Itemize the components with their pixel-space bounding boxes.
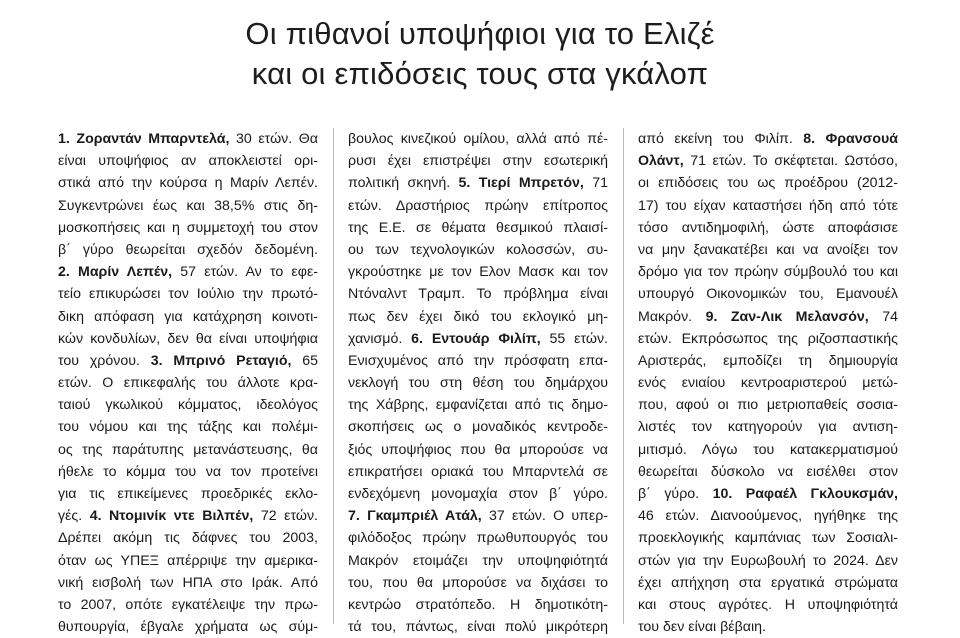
text-column-3 xyxy=(638,128,898,636)
text-run: Συγκεντρώνει έως και 38,5% στις δη- xyxy=(58,197,318,214)
text-run: επικρατήσει οριακά του Μπαρντελά σε xyxy=(348,463,608,480)
text-run: ετών. Εκπρόσωπος της ριζοσπαστικής xyxy=(638,330,898,347)
text-run: μοσκοπήσεις και η συμμετοχή του στον xyxy=(58,219,318,236)
text-line xyxy=(348,550,608,572)
text-line xyxy=(638,572,898,594)
candidate-name: 3. Μπρινό Ρεταγιό, xyxy=(150,352,292,369)
text-run: τείο επικυρώσει τον Ιούλιο την πρωτό- xyxy=(58,286,318,303)
text-line xyxy=(638,416,898,438)
text-run: 57 ετών. Αν το εφε- xyxy=(172,264,318,281)
text-run: χανισμό. xyxy=(348,330,412,347)
text-run: Ντόναλντ Τραμπ. Το πρόβλημα είναι xyxy=(348,286,608,303)
text-line xyxy=(58,195,318,217)
text-run: έχει απήχηση στα εργατικά στρώματα xyxy=(638,574,898,591)
text-line xyxy=(58,394,318,416)
candidate-name: 10. Ραφαέλ Γκλουκσμάν, xyxy=(712,486,898,502)
headline-line-1: Οι πιθανοί υποψήφιοι για το Ελιζέ xyxy=(245,16,715,51)
text-run: Δρέπει ακόμη τις δάφνες του 2003, xyxy=(58,530,318,547)
text-line xyxy=(348,572,608,594)
text-line xyxy=(348,261,608,283)
candidate-name: Ολάντ, xyxy=(638,153,684,170)
text-line xyxy=(348,505,608,527)
text-line xyxy=(638,350,898,372)
text-run: 46 ετών. Διανοούμενος, ηγήθηκε της xyxy=(638,508,898,525)
text-run: του χρόνου. xyxy=(58,352,151,369)
text-line xyxy=(58,328,318,350)
text-line xyxy=(58,461,318,483)
text-line xyxy=(348,195,608,217)
candidate-name: 2. Μαρίν Λεπέν, xyxy=(58,264,173,281)
text-line xyxy=(348,150,608,172)
text-line xyxy=(638,483,898,505)
text-run: από εκείνη του Φιλίπ. xyxy=(638,131,804,147)
text-run: 71 ετών. Το σκέφτεται. Ωστόσο, xyxy=(683,153,898,170)
text-run: 71 xyxy=(583,175,608,192)
text-line xyxy=(58,372,318,394)
text-line xyxy=(348,372,608,394)
column-divider xyxy=(623,128,624,624)
text-run: του, που θα μπορούσε να διχάσει το xyxy=(348,574,608,591)
text-line xyxy=(348,350,608,372)
text-run: της Χάβρης, εμφανίζεται από τις δημο- xyxy=(348,397,608,414)
text-run: για τις επικείμενες προεδρικές εκλο- xyxy=(58,486,318,502)
text-line xyxy=(638,195,898,217)
text-run: της Ε.Ε. σε θέματα θεσμικού πλαισί- xyxy=(348,219,608,236)
headline xyxy=(0,14,960,94)
text-run: 65 xyxy=(291,352,318,369)
text-run: φιλόδοξος πρώην πρωθυπουργός του xyxy=(348,530,608,547)
candidate-name: 8. Φρανσουά xyxy=(803,131,898,147)
text-run: και στους αγρότες. Η υποψηφιότητά xyxy=(638,596,898,613)
text-line xyxy=(58,439,318,461)
text-line xyxy=(58,572,318,594)
text-run: ήθελε το κόμμα του να τον προτείνει xyxy=(58,463,318,480)
text-line xyxy=(348,328,608,350)
text-run: Μακρόν. xyxy=(638,308,706,325)
candidate-name: 5. Τιερί Μπρετόν, xyxy=(458,175,584,192)
text-run: 30 ετών. Θα xyxy=(229,131,318,147)
text-run: ρυσι έχει επιστρέψει στην εσωτερική xyxy=(348,153,608,170)
text-run: ου των τεχνολογικών κολοσσών, συ- xyxy=(348,241,608,258)
text-line xyxy=(58,261,318,283)
text-line xyxy=(638,372,898,394)
text-run: ετών. Δραστήριος πρώην επίτροπος xyxy=(348,197,608,214)
text-line xyxy=(638,306,898,328)
text-column-2 xyxy=(348,128,608,636)
text-line xyxy=(348,172,608,194)
text-run: θυπουργία, έβγαλε χρήματα ως σύμ- xyxy=(58,619,318,636)
text-run: Ενισχυμένος από την πρόσφατη επα- xyxy=(348,352,608,369)
text-line xyxy=(58,483,318,505)
text-run: γκρούστηκε με τον Ελον Μασκ και τον xyxy=(348,264,608,281)
candidate-name: 4. Ντομινίκ ντε Βιλπέν, xyxy=(89,508,254,525)
text-line xyxy=(58,594,318,616)
text-line xyxy=(638,394,898,416)
text-line xyxy=(638,594,898,616)
text-line xyxy=(348,306,608,328)
text-line xyxy=(638,439,898,461)
text-line xyxy=(58,217,318,239)
text-line xyxy=(58,527,318,549)
text-run: νική εισβολή των ΗΠΑ στο Ιράκ. Από xyxy=(58,574,318,591)
text-run: 72 ετών. xyxy=(253,508,318,525)
text-run: ξιός υποψήφιος που θα μπορούσε να xyxy=(348,441,608,458)
text-run: του δεν είναι βέβαιη. xyxy=(638,619,766,636)
text-line xyxy=(638,527,898,549)
text-run: ενδεχόμενη μονομαχία στον β΄ γύρο. xyxy=(348,486,608,502)
text-run: του νόμου και της τάξης και πολέμι- xyxy=(58,419,318,436)
text-line xyxy=(58,416,318,438)
text-line xyxy=(638,150,898,172)
text-line xyxy=(638,128,898,150)
text-run: 55 ετών. xyxy=(540,330,608,347)
text-run: γές. xyxy=(58,508,90,525)
text-line xyxy=(348,416,608,438)
text-column-1 xyxy=(58,128,318,636)
text-run: θεωρείται δύσκολο να εισέλθει στον xyxy=(638,463,898,480)
text-run: κεντρώο στρατόπεδο. Η δημοτικότη- xyxy=(348,596,608,613)
text-run: ετών. Ο επικεφαλής του άλλοτε κρα- xyxy=(58,375,318,392)
text-run: να μην ξανακατέβει και να ανοίξει τον xyxy=(638,241,898,258)
text-line xyxy=(58,172,318,194)
text-run: ενός ενιαίου κεντροαριστερού μετώ- xyxy=(638,375,898,392)
text-line xyxy=(58,550,318,572)
candidate-name: 9. Ζαν-Λικ Μελανσόν, xyxy=(705,308,869,325)
text-run: υπουργό Οικονομικών του, Εμανουέλ xyxy=(638,286,898,303)
text-run: στικά από την κούρσα η Μαρίν Λεπέν. xyxy=(58,175,318,192)
text-line xyxy=(638,461,898,483)
text-run: 74 xyxy=(868,308,898,325)
text-run: λιστές τον κατηγορούν για αντιση- xyxy=(638,419,898,436)
text-run: προεκλογικής καμπάνιας των Σοσιαλι- xyxy=(638,530,898,547)
text-run: κών κονδυλίων, δεν θα είναι υποψήφια xyxy=(58,330,318,347)
text-line xyxy=(348,239,608,261)
text-run: δρόμο για τον πρώην σύμβουλό του και xyxy=(638,264,898,281)
candidate-name: 1. Ζοραντάν Μπαρντελά, xyxy=(58,131,230,147)
text-line xyxy=(348,483,608,505)
text-line xyxy=(58,350,318,372)
text-run: νεκλογή του στη θέση του δημάρχου xyxy=(348,375,608,392)
text-run: το 2007, οπότε εγκατέλειψε την πρω- xyxy=(58,596,318,613)
article-body xyxy=(58,128,908,636)
text-run: Μακρόν ετοιμάζει την υποψηφιότητά xyxy=(348,552,608,569)
text-line xyxy=(638,550,898,572)
text-run: είναι υποψήφιος αν αποκλειστεί ορι- xyxy=(58,153,318,170)
text-run: 17) του είχαν καταστήσει ήδη από τότε xyxy=(638,197,898,214)
text-run: σκοπήσεις ως ο μοναδικός κεντροδε- xyxy=(348,419,608,436)
text-line xyxy=(638,616,898,638)
text-run: μιτισμό. Λόγω του κατακερματισμού xyxy=(638,441,898,458)
text-line xyxy=(58,150,318,172)
text-line xyxy=(348,439,608,461)
text-line xyxy=(348,594,608,616)
text-line xyxy=(638,239,898,261)
text-line xyxy=(348,527,608,549)
text-line xyxy=(348,461,608,483)
text-run: 37 ετών. Ο υπερ- xyxy=(481,508,608,525)
text-run: δικη απόφαση για κατάχρηση κοινοτι- xyxy=(58,308,318,325)
text-line xyxy=(58,128,318,150)
text-line xyxy=(58,283,318,305)
text-line xyxy=(638,505,898,527)
candidate-name: 6. Εντουάρ Φιλίπ, xyxy=(411,330,541,347)
text-line xyxy=(58,306,318,328)
text-run: Αριστεράς, εμποδίζει τη δημιουργία xyxy=(638,352,898,369)
candidate-name: 7. Γκαμπριέλ Ατάλ, xyxy=(348,508,482,525)
text-line xyxy=(638,217,898,239)
text-line xyxy=(638,261,898,283)
text-run: τόσο αντιδημοφιλή, ώστε αποφάσισε xyxy=(638,219,898,236)
text-line xyxy=(638,328,898,350)
text-run: β΄ γύρο θεωρείται σχεδόν δεδομένη. xyxy=(58,241,318,258)
text-run: ος της παράτυπης μετανάστευσης, θα xyxy=(58,441,318,458)
text-run: ταιού γκωλικού κόμματος, ιδεολόγος xyxy=(58,397,318,414)
text-run: που, αφού οι πιο μετριοπαθείς σοσια- xyxy=(638,397,898,414)
text-run: β΄ γύρο. xyxy=(638,486,713,502)
text-run: στών για την Ευρωβουλή το 2024. Δεν xyxy=(638,552,898,569)
text-run: τά του, πάντως, είναι πολύ μικρότερη xyxy=(348,619,608,636)
column-divider xyxy=(333,128,334,624)
text-run: πολιτική σκηνή. xyxy=(348,175,459,192)
text-line xyxy=(638,283,898,305)
headline-line-2: και οι επιδόσεις τους στα γκάλοπ xyxy=(251,56,709,91)
text-line xyxy=(348,616,608,638)
text-line xyxy=(638,172,898,194)
text-line xyxy=(58,616,318,638)
text-run: βουλος κινεζικού ομίλου, αλλά από πέ- xyxy=(348,131,608,147)
text-run: πως δεν έχει δικό του εκλογικό μη- xyxy=(348,308,608,325)
text-line xyxy=(348,394,608,416)
text-line xyxy=(348,128,608,150)
text-run: οι επιδόσεις του ως προέδρου (2012- xyxy=(638,175,898,192)
text-line xyxy=(58,239,318,261)
text-line xyxy=(58,505,318,527)
text-line xyxy=(348,217,608,239)
text-line xyxy=(348,283,608,305)
text-run: όταν ως ΥΠΕΞ απέρριψε την αμερικα- xyxy=(58,552,318,569)
